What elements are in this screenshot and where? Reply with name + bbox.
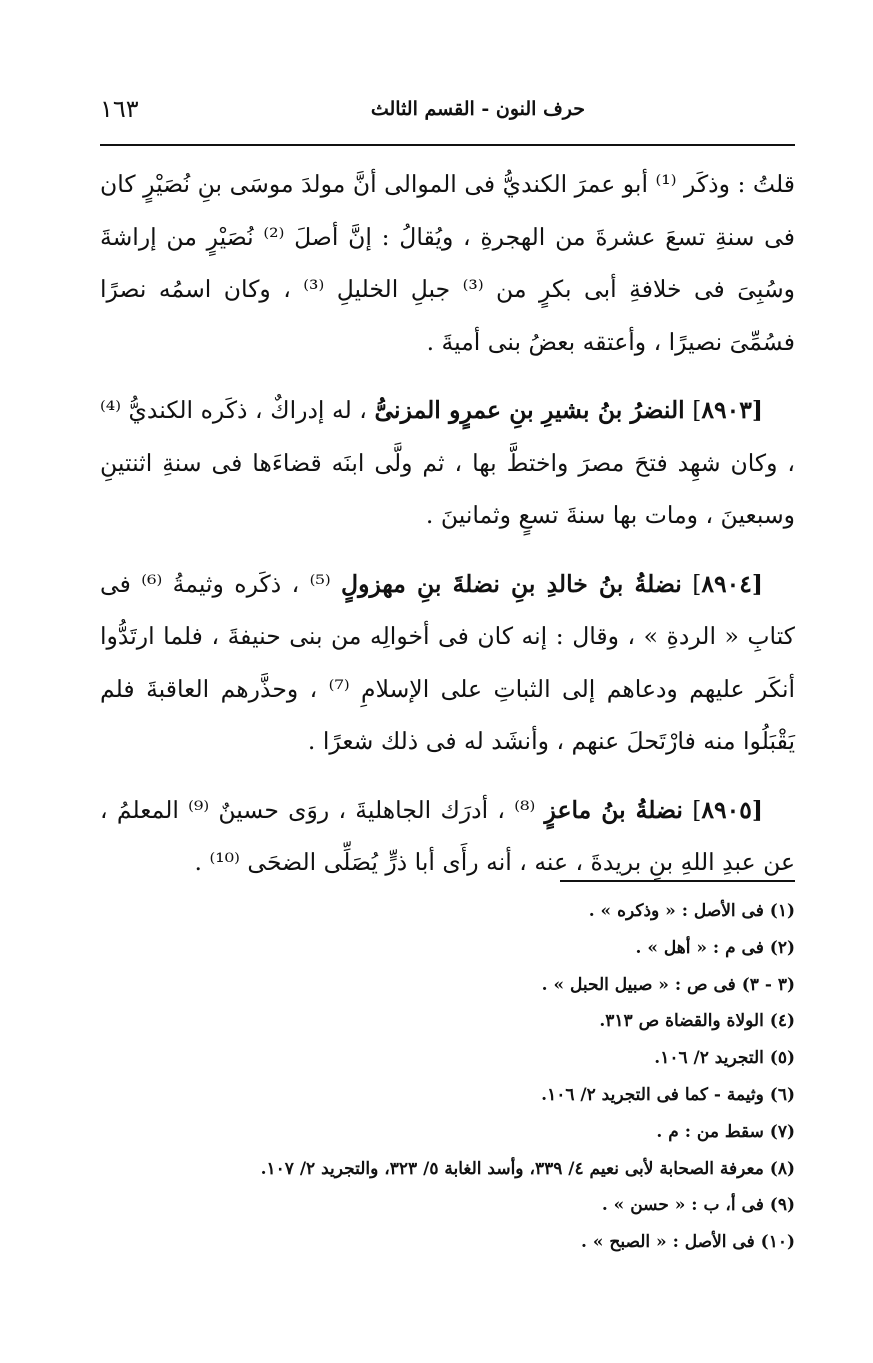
entry-text: ، له إدراكٌ ، ذكَره الكنديُّ ⁽⁴⁾ ، وكان شهِد فتحَ مصرَ واختطَّ بها ، ثم ولَّى ابنَه قضاءَها فى سنةِ اثنتينِ وسبعينَ ، ومات بها سنةَ تسعٍ وثمانينَ . [100, 396, 795, 529]
entry-text: ⁽⁸⁾ ، أدرَك الجاهليةَ ، روَى حسينٌ ⁽⁹⁾ المعلمُ ، عن عبدِ اللهِ بنِ بريدةَ ، عنه ، أنه رأَى أبا ذرٍّ يُصَلِّى الضحَى ⁽¹⁰⁾ . [100, 795, 795, 876]
entry-number: [٨٩٠٤ [701, 569, 764, 598]
running-header [100, 92, 795, 126]
footnote: (٦) وثيمة - كما فى التجريد ٢/ ١٠٦. [541, 1084, 795, 1105]
entry-8905: [٨٩٠٥] نضلةُ بنُ ماعزٍ ⁽⁸⁾ ، أدرَك الجاهليةَ ، روَى حسينٌ ⁽⁹⁾ المعلمُ ، عن عبدِ اللهِ بنِ بريدةَ ، عنه ، أنه رأَى أبا ذرٍّ يُصَلِّى الضحَى ⁽¹⁰⁾ . [100, 795, 795, 876]
footnote: (١٠) فى الأصل : « الصبح » . [580, 1232, 795, 1253]
footnote: (٥) التجريد ٢/ ١٠٦. [654, 1048, 795, 1069]
footnote: (١) فى الأصل : « وذكره » . [588, 901, 795, 921]
entry-name: نضلةُ بنُ ماعزٍ [544, 795, 683, 824]
footnote: (٤) الولاة والقضاة ص ٣١٣. [599, 1011, 795, 1032]
page-number: ١٦٣ [100, 95, 139, 123]
entry-8904: [٨٩٠٤] نضلةُ بنُ خالدِ بنِ نضلةَ بنِ مهزولٍ ⁽⁵⁾ ، ذكَره وثيمةُ ⁽⁶⁾ فى كتابِ « الردةِ » ، وقال : إنه كان فى أخوالِه من بنى حنيفةَ ، فلما ارتَدُّوا أنكَر عليهم ودعاهم إلى الثباتِ على الإسلامِ ⁽⁷⁾ ، وحذَّرهم العاقبةَ فلم يَقْبَلُوا منه فارْتَحلَ عنهم ، وأنشَد له فى ذلك شعرًا . [100, 569, 796, 755]
footnote: (٩) فى أ، ب : « حسن » . [601, 1195, 795, 1216]
footnote: (٣ - ٣) فى ص : « صبيل الحبل » . [541, 974, 795, 995]
intro-paragraph: قلتُ : وذكَر ⁽¹⁾ أبو عمرَ الكنديُّ فى الموالى أنَّ مولدَ موسَى بنِ نُصَيْرٍ كان فى سنةِ تسعَ عشرةَ من الهجرةِ ، ويُقالُ : إنَّ أصلَ ⁽²⁾ نُصَيْرٍ من إراشةَ وسُبِىَ فى خلافةِ أبى بكرٍ من ⁽³⁾ جبلِ الخليلِ ⁽³⁾ ، وكان اسمُه نصرًا فسُمِّىَ نصيرًا ، وأعتقه بعضُ بنى أميةَ . [100, 170, 795, 356]
running-title: حرف النون - القسم الثالث [370, 98, 585, 120]
footnote: (٨) معرفة الصحابة لأبى نعيم ٤/ ٣٣٩، وأسد الغابة ٥/ ٣٢٣، والتجريد ٢/ ١٠٧. [260, 1158, 795, 1179]
entry-text: ⁽⁵⁾ ، ذكَره وثيمةُ ⁽⁶⁾ فى كتابِ « الردةِ » ، وقال : إنه كان فى أخوالِه من بنى حنيفةَ ، فلما ارتَدُّوا أنكَر عليهم ودعاهم إلى الثباتِ على الإسلامِ ⁽⁷⁾ ، وحذَّرهم العاقبةَ فلم يَقْبَلُوا منه فارْتَحلَ عنهم ، وأنشَد له فى ذلك شعرًا . [100, 569, 796, 755]
footnote: (٢) فى م : « أهل » . [635, 937, 795, 958]
entry-name: نضلةُ بنُ خالدِ بنِ نضلةَ بنِ مهزولٍ [341, 569, 682, 598]
header-rule [100, 144, 795, 146]
main-text [100, 158, 795, 905]
footnotes [100, 893, 795, 1261]
entry-number: [٨٩٠٥ [701, 795, 763, 824]
entry-name: النضرُ بنُ بشيرِ بنِ عمرٍو المزنىُّ [374, 396, 685, 424]
entry-number: [٨٩٠٣ [701, 396, 764, 424]
entry-8903: [٨٩٠٣] النضرُ بنُ بشيرِ بنِ عمرٍو المزنىُّ ، له إدراكٌ ، ذكَره الكنديُّ ⁽⁴⁾ ، وكان شهِد فتحَ مصرَ واختطَّ بها ، ثم ولَّى ابنَه قضاءَها فى سنةِ اثنتينِ وسبعينَ ، ومات بها سنةَ تسعٍ وثمانينَ . [100, 396, 795, 529]
footnote: (٧) سقط من : م . [656, 1121, 795, 1142]
footnote-rule [560, 880, 795, 882]
